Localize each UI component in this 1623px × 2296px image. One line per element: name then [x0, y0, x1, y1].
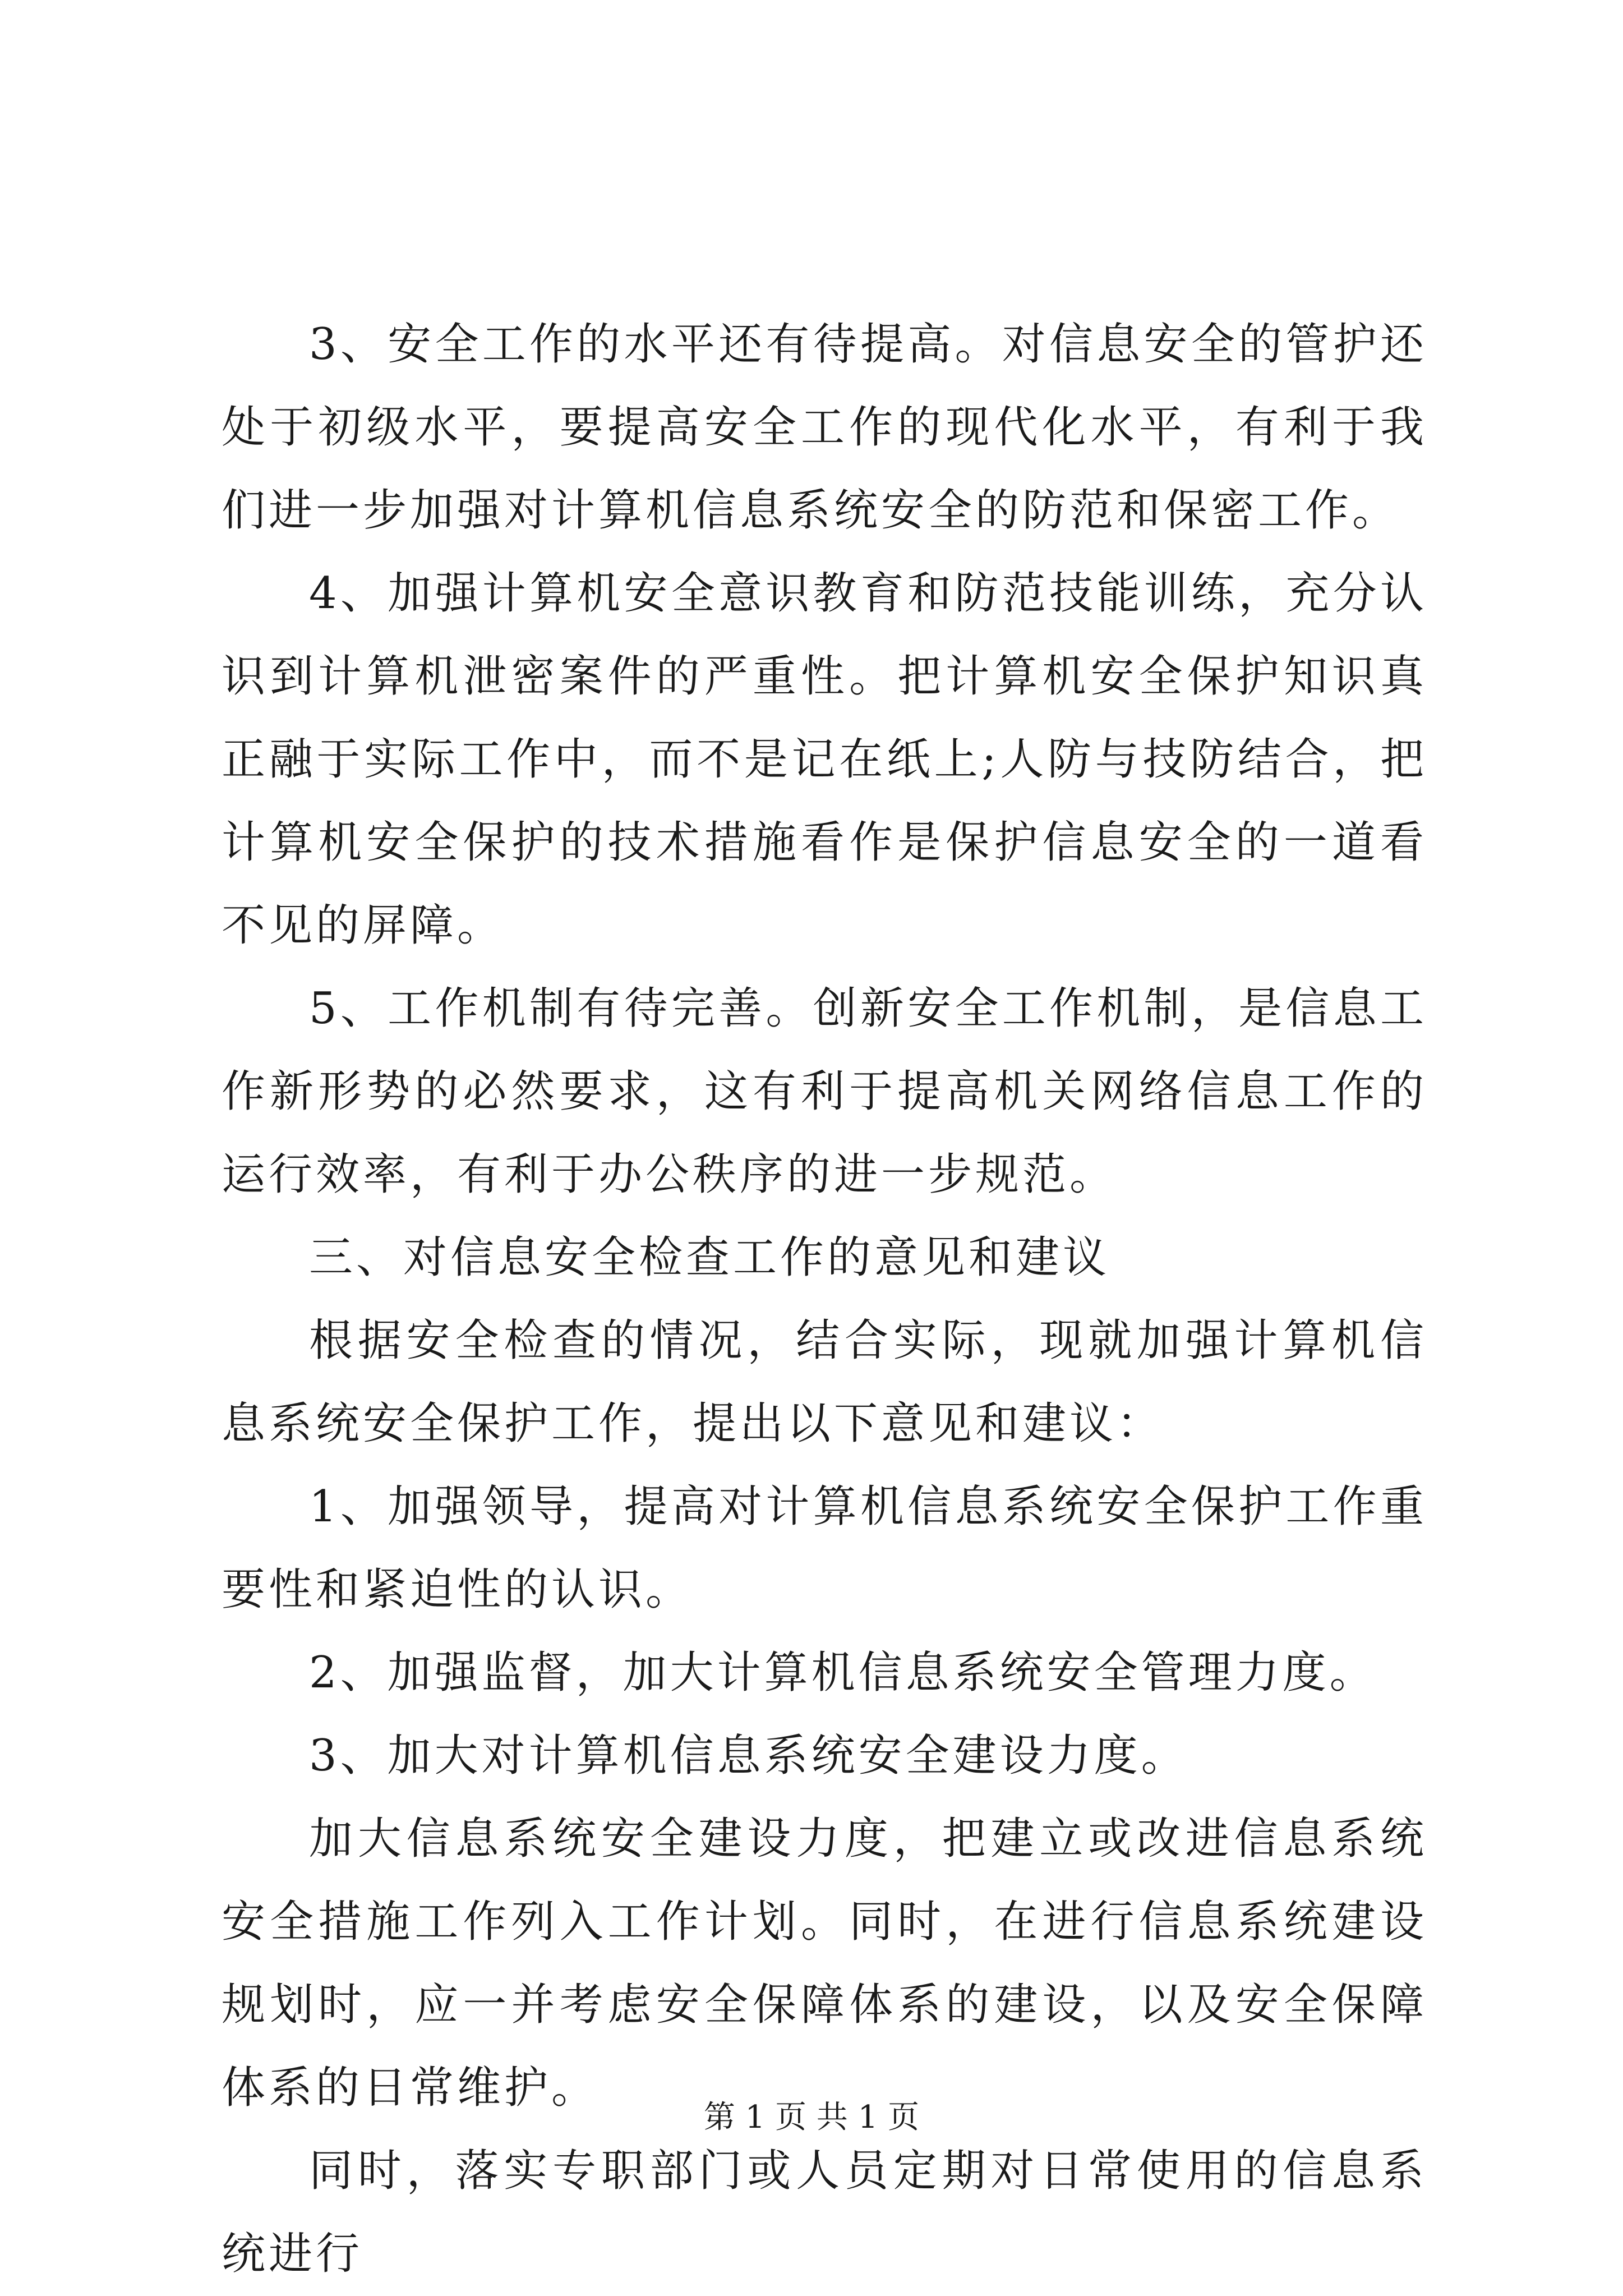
- paragraph-item-5-work-mechanism: 5、工作机制有待完善。创新安全工作机制，是信息工作新形势的必然要求，这有利于提高机关网络信息工作的运行效率，有利于办公秩序的进一步规范。: [222, 983, 1427, 1200]
- paragraph-item-4-awareness-training: 4、加强计算机安全意识教育和防范技能训练，充分认识到计算机泄密案件的严重性。把计算机安全保护知识真正融于实际工作中，而不是记在纸上;人防与技防结合，把计算机安全保护的技术措施看作是保护信息安全的一道看不见的屏障。: [222, 568, 1427, 951]
- paragraph-dedicated-staff: 同时，落实专职部门或人员定期对日常使用的信息系统进行: [222, 2146, 1427, 2279]
- paragraph-item-3-security-level: 3、安全工作的水平还有待提高。对信息安全的管护还处于初级水平，要提高安全工作的现代化水平，有利于我们进一步加强对计算机信息系统安全的防范和保密工作。: [222, 319, 1427, 536]
- page-footer: 第 1 页 共 1 页: [703, 2099, 920, 2136]
- paragraph-intro-suggestions: 根据安全检查的情况，结合实际，现就加强计算机信息系统安全保护工作，提出以下意见和建议：: [222, 1315, 1427, 1449]
- suggestion-item-2-supervision: 2、加强监督，加大计算机信息系统安全管理力度。: [309, 1648, 1377, 1698]
- paragraph-construction-details: 加大信息系统安全建设力度，把建立或改进信息系统安全措施工作列入工作计划。同时，在进行信息系统建设规划时，应一并考虑安全保障体系的建设，以及安全保障体系的日常维护。: [222, 1814, 1427, 2113]
- suggestion-item-3-construction: 3、加大对计算机信息系统安全建设力度。: [309, 1731, 1188, 1781]
- section-heading-opinions: 三、对信息安全检查工作的意见和建议: [309, 1232, 1110, 1283]
- document-body: [222, 303, 1427, 2295]
- suggestion-item-1-leadership: 1、加强领导，提高对计算机信息系统安全保护工作重要性和紧迫性的认识。: [222, 1481, 1427, 1615]
